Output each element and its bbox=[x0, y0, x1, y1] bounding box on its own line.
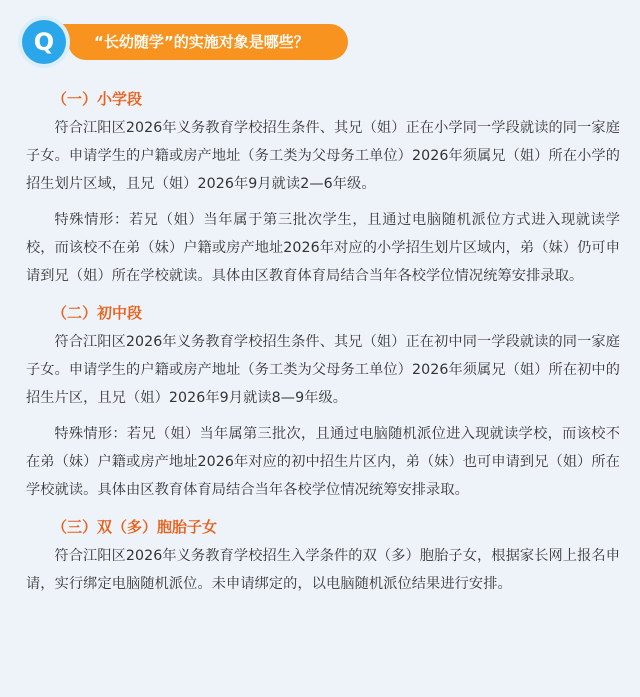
answer-content bbox=[26, 84, 620, 606]
section-twins bbox=[26, 512, 620, 598]
section-junior bbox=[26, 298, 620, 504]
paragraph: 符合江阳区2026年义务教育学校招生条件、其兄（姐）正在小学同一学段就读的同一家庭子女。申请学生的户籍或房产地址（务工类为父母务工单位）2026年须属兄（姐）所在小学的招生划片区域，且兄（姐）2026年9月就读2—6年级。 bbox=[26, 120, 620, 192]
section-title: （一）小学段 bbox=[52, 90, 143, 108]
section-primary bbox=[26, 84, 620, 290]
paragraph: 符合江阳区2026年义务教育学校招生入学条件的双（多）胞胎子女，根据家长网上报名申请，实行绑定电脑随机派位。未申请绑定的，以电脑随机派位结果进行安排。 bbox=[26, 548, 620, 592]
paragraph: 特殊情形：若兄（姐）当年属于第三批次学生，且通过电脑随机派位方式进入现就读学校，而该校不在弟（妹）户籍或房产地址2026年对应的小学招生划片区域内，弟（妹）仍可申请到兄（姐）所在学校就读。具体由区教育体育局结合当年各校学位情况统筹安排录取。 bbox=[26, 212, 620, 284]
section-title: （二）初中段 bbox=[52, 304, 143, 322]
q-badge-icon: Q bbox=[22, 20, 66, 64]
question-title: “长幼随学”的实施对象是哪些？ bbox=[68, 24, 348, 60]
question-header bbox=[22, 20, 362, 64]
section-title: （三）双（多）胞胎子女 bbox=[52, 518, 218, 536]
paragraph: 符合江阳区2026年义务教育学校招生条件、其兄（姐）正在初中同一学段就读的同一家庭子女。申请学生的户籍或房产地址（务工类为父母务工单位）2026年须属兄（姐）所在初中的招生片区，且兄（姐）2026年9月就读8—9年级。 bbox=[26, 334, 620, 406]
paragraph: 特殊情形：若兄（姐）当年属第三批次，且通过电脑随机派位进入现就读学校，而该校不在弟（妹）户籍或房产地址2026年对应的初中招生片区内，弟（妹）也可申请到兄（姐）所在学校就读。具体由区教育体育局结合当年各校学位情况统筹安排录取。 bbox=[26, 426, 620, 498]
